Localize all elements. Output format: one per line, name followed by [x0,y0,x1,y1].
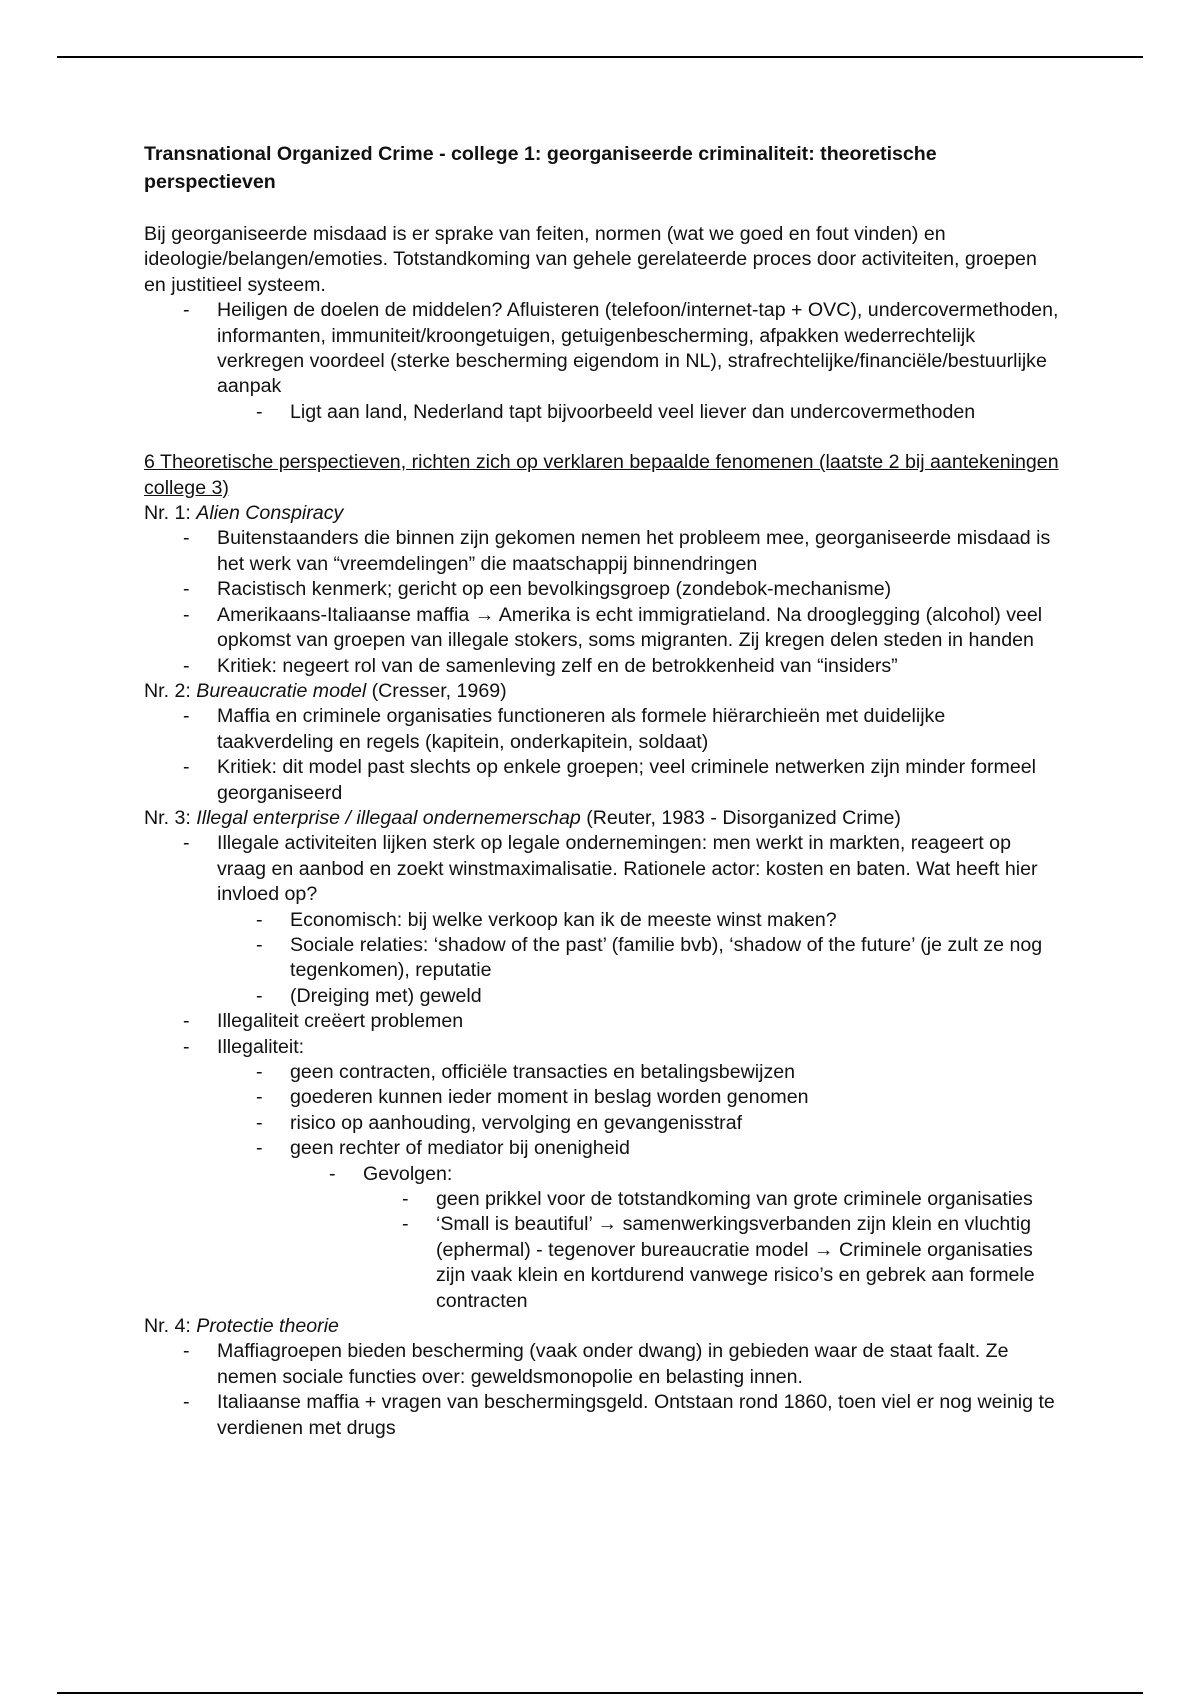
list-item-text: Gevolgen: [363,1162,453,1185]
perspective-name: Protectie theorie [196,1315,339,1338]
perspective-4-list [144,1339,1064,1441]
sub-list [217,1060,1064,1314]
list-item [290,1136,1064,1314]
list-item [217,831,1064,1009]
sub-list [217,400,1064,425]
perspective-heading-4 [144,1314,1064,1339]
perspective-number: Nr. 1: [144,502,197,525]
list-item: - Buitenstaanders die binnen zijn gekomen nemen het probleem mee, georganiseerde misdaad is het werk van “vreemdelingen” die maatschappij binnendringen [217,526,1064,577]
list-item: - ‘Small is beautiful’ → samenwerkingsverbanden zijn klein en vluchtig (ephermal) - tegenover bureaucratie model → Criminele organisaties zijn vaak klein en kortdurend vanwege risico’s en gebrek aan formele contracten [436,1212,1064,1314]
perspective-heading-3 [144,806,1064,831]
list-item-text: Heiligen de doelen de middelen? Afluisteren (telefoon/internet-tap + OVC), undercovermethoden, informanten, immuniteit/kroongetuigen, getuigenbescherming, afpakken wederrechtelijk verkregen voordeel (sterke bescherming eigendom in NL), strafrechtelijke/financiële/bestuurlijke aanpak [217,299,1059,398]
list-item: - risico op aanhouding, vervolging en gevangenisstraf [290,1111,1064,1136]
list-item: - Maffiagroepen bieden bescherming (vaak onder dwang) in gebieden waar de staat faalt. Ze nemen sociale functies over: geweldsmonopolie en belasting innen. [217,1339,1064,1390]
perspective-heading-1 [144,501,1064,526]
sub-list [363,1187,1064,1314]
document-body [144,140,1064,1441]
list-item: - Maffia en criminele organisaties functioneren als formele hiërarchieën met duidelijke taakverdeling en regels (kapitein, onderkapitein, soldaat) [217,704,1064,755]
list-item: - Sociale relaties: ‘shadow of the past’ (familie bvb), ‘shadow of the future’ (je zult ze nog tegenkomen), reputatie [290,933,1064,984]
perspective-number: Nr. 4: [144,1315,197,1338]
list-item [217,298,1064,425]
intro-list [144,298,1064,425]
sub-list [290,1162,1064,1314]
list-item: - geen prikkel voor de totstandkoming van grote criminele organisaties [436,1187,1064,1212]
list-item: - goederen kunnen ieder moment in beslag worden genomen [290,1085,1064,1110]
perspective-source: (Cresser, 1969) [366,679,507,702]
perspective-name: Alien Conspiracy [196,502,344,525]
perspective-name: Illegal enterprise / illegaal ondernemerschap [196,806,581,829]
list-item: - (Dreiging met) geweld [290,984,1064,1009]
list-item: - Illegaliteit creëert problemen [217,1009,1064,1034]
bottom-rule [57,1692,1143,1694]
list-item-text: geen rechter of mediator bij onenigheid [290,1137,630,1160]
section-heading: 6 Theoretische perspectieven, richten zich op verklaren bepaalde fenomenen (laatste 2 bij aantekeningen college 3) [144,451,1059,499]
list-item-text: Illegale activiteiten lijken sterk op legale ondernemingen: men werkt in markten, reageert op vraag en aanbod en zoekt winstmaximalisatie. Rationele actor: kosten en baten. Wat heeft hier invloed op? [217,832,1038,906]
list-item: - Italiaanse maffia + vragen van beschermingsgeld. Ontstaan rond 1860, toen viel er nog weinig te verdienen met drugs [217,1390,1064,1441]
list-item: - Ligt aan land, Nederland tapt bijvoorbeeld veel liever dan undercovermethoden [290,400,1064,425]
list-item: - Amerikaans-Italiaanse maffia → Amerika is echt immigratieland. Na drooglegging (alcohol) veel opkomst van groepen van illegale stokers, soms migranten. Zij kregen delen steden in handen [217,603,1064,654]
top-rule [57,56,1143,58]
perspective-name: Bureaucratie model [196,679,367,702]
perspective-source: (Reuter, 1983 - Disorganized Crime) [580,806,901,829]
list-item: - Economisch: bij welke verkoop kan ik de meeste winst maken? [290,908,1064,933]
perspective-number: Nr. 2: [144,679,197,702]
list-item [217,1035,1064,1314]
perspective-number: Nr. 3: [144,806,197,829]
perspective-1-list [144,526,1064,678]
list-item: - Kritiek: dit model past slechts op enkele groepen; veel criminele netwerken zijn minder formeel georganiseerd [217,755,1064,806]
document-title: Transnational Organized Crime - college 1: georganiseerde criminaliteit: theoretische perspectieven [144,143,937,193]
list-item: - Racistisch kenmerk; gericht op een bevolkingsgroep (zondebok-mechanisme) [217,577,1064,602]
sub-list [217,908,1064,1010]
intro-paragraph: Bij georganiseerde misdaad is er sprake van feiten, normen (wat we goed en fout vinden) en ideologie/belangen/emoties. Totstandkoming van gehele gerelateerde proces door activiteiten, groepen en justitieel systeem. [144,223,1037,296]
perspective-3-list [144,831,1064,1314]
list-item-text: Illegaliteit: [217,1035,305,1058]
list-item: - Kritiek: negeert rol van de samenleving zelf en de betrokkenheid van “insiders” [217,654,1064,679]
list-item [363,1162,1064,1314]
perspective-2-list [144,704,1064,806]
perspective-heading-2 [144,679,1064,704]
list-item: - geen contracten, officiële transacties en betalingsbewijzen [290,1060,1064,1085]
